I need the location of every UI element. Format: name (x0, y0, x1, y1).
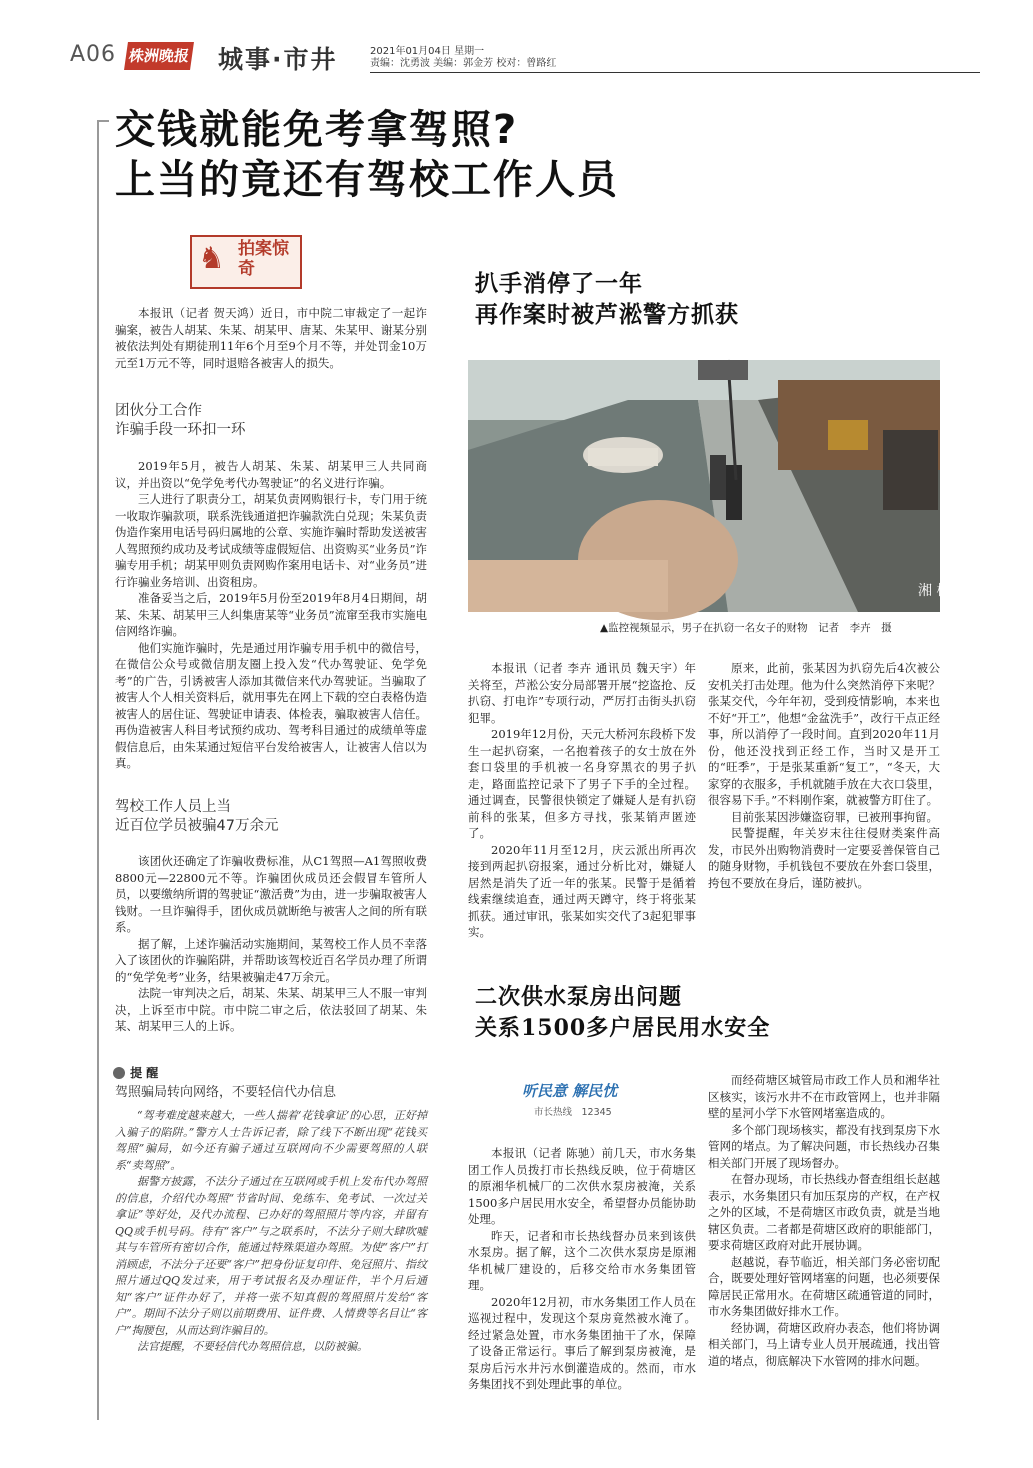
tip-dot-icon (113, 1067, 125, 1079)
hotline-logo-text: 听民意 解民忧 (522, 1082, 618, 1100)
subhead-2-line-1: 驾校工作人员上当 (115, 799, 231, 815)
article2-p4: 原来，此前，张某因为扒窃先后4次被公安机关打击处理。他为什么突然消停下来呢？张某交代，今年年初，受到疫情影响，本来也不好“开工”，他想“金盆洗手”，改行干点正经事，所以消停了一段时间。直到2020年11月份，他还没找到正经工作，当时又是开工的“旺季”，于是张某重新“复工”，“冬天，大家穿的衣服多，手机就随手放在大衣口袋里，很容易下手。”不料刚作案，就被警方盯住了。 (708, 661, 940, 807)
main-headline (115, 105, 755, 205)
tip-body (115, 1108, 427, 1356)
article2-p1: 本报讯（记者 李卉 通讯员 魏天宇）年关将至，芦淞公安分局部署开展“挖盗抢、反扒窃、打电诈”专项行动，严厉打击街头扒窃犯罪。 (468, 661, 696, 725)
tip-label (113, 1062, 173, 1078)
article1-lead (115, 305, 427, 371)
article2-headline-line-2: 再作案时被芦淞警方抓获 (475, 301, 739, 328)
article3-p8: 经协调，荷塘区政府办表态，他们将协调相关部门，马上请专业人员开展疏通，找出管道的堵点，彻底解决下水管网的排水问题。 (708, 1320, 940, 1368)
surveillance-photo (468, 360, 969, 612)
article3-p6: 在督办现场，市长热线办督查组组长赵越表示，水务集团只有加压泵房的产权，在产权之外的区域，不是荷塘区市政负责，就是当地辖区负责。二者都是荷塘区政府的职能部门，要求荷塘区政府对此开展协调。 (708, 1172, 940, 1252)
tip-p2: 据警方披露，不法分子通过在互联网或手机上发布代办驾照的信息，介绍代办驾照“节省时间、免练车、免考试、一次过关拿证”等好处，及代办流程、已办好的驾照照片等内容，并留有QQ或手机号码。待有“客户”与之联系时，不法分子则大肆吹嘘其与车管所有密切合作，能通过特殊渠道办驾照。为使“客户”打消顾虑，不法分子还要“客户”把身份证复印件、免冠照片、指纹照片通过QQ发过来，用于考试报名及办理证件，半个月后通知“客户”证件办好了，并将一张不知真假的驾照照片发给“客户”。期间不法分子则以前期费用、证件费、人情费等名目让“客户”掏腰包，从而达到诈骗目的。 (115, 1175, 427, 1337)
editors-text: 责编：沈勇波 美编：郭金芳 校对：曾路红 (370, 58, 557, 69)
article1-p4: 他们实施诈骗时，先是通过用诈骗专用手机中的微信号，在微信公众号或微信朋友圈上投入发“代办驾驶证、免学免考”的广告，引诱被害人添加其微信来代办驾驶证。当骗取了被害人个人相关资料后，就用事先在网上下载的空白表格伪造被害人的居住证、驾驶证申请表、体检表，骗取被害人信任。再伪造被害人科目考试预约成功、驾考科目通过的成绩单等虚假信息后，由朱某通过短信平台发给被害人，让被害人信以为真。 (115, 640, 427, 770)
masthead (70, 42, 970, 74)
subhead-1-line-2: 诈骗手段一环扣一环 (115, 422, 246, 438)
date-text: 2021年01月04日 星期一 (370, 46, 485, 57)
tip-p1: “驾考难度越来越大，一些人揣着‘花钱拿证’的心思，正好掉入骗子的陷阱。”警方人士告诉记者，除了线下不断出现“花钱买驾照”骗局，如今还有骗子通过互联网向不少需要驾照的人联系“卖驾照”。 (115, 1109, 427, 1172)
article1-body-1 (115, 458, 427, 772)
paper-logo: 株洲晚报 (124, 42, 194, 70)
photo-caption: ▲监控视频显示，男子在扒窃一名女子的财物 记者 李卉 摄 (600, 622, 892, 634)
headline-line-1: 交钱就能免考拿驾照? (115, 107, 519, 153)
hotline-number: 市长热线 12345 (534, 1107, 612, 1118)
subhead-2-line-2: 近百位学员被骗47万余元 (115, 818, 279, 834)
page-number: A06 (70, 42, 117, 67)
article1-p2: 三人进行了职责分工，胡某负责网购银行卡，专门用于统一收取诈骗款项，联系洗钱通道把诈骗款洗白兑现；朱某负责伪造作案用电话号码归属地的公章、实施诈骗时帮助发送被害人驾照预约成功及考试成绩等虚假短信、出资购买“业务员”诈骗专用手机；胡某甲则负责网购作案用电话卡、对“业务员”进行诈骗业务培训、出资租房。 (115, 492, 427, 589)
article3-p1: 本报讯（记者 陈驰）前几天，市水务集团工作人员拨打市长热线反映，位于荷塘区的原湘华机械厂的二次供水泵房被淹，关系1500多户居民用水安全，希望督办员能协助处理。 (468, 1146, 696, 1226)
article1-p7: 法院一审判决之后，胡某、朱某、胡某甲三人不服一审判决，上诉至市中院。市中院二审之后，依法驳回了胡某、朱某、胡某甲三人的上诉。 (115, 986, 427, 1033)
article2-headline-line-1: 扒手消停了一年 (475, 270, 643, 297)
article2-col-1 (468, 660, 696, 941)
frame-line-left (97, 120, 99, 1420)
article1-p5: 该团伙还确定了诈骗收费标准，从C1驾照—A1驾照收费8800元—22800元不等。诈骗团伙成员还会假冒车管所人员，以要缴纳所谓的驾驶证“激活费”为由，进一步骗取被害人钱财。一旦诈骗得手，团伙成员就断绝与被害人之间的所有联系。 (115, 854, 427, 934)
article3-p5: 多个部门现场核实，都没有找到泵房下水管网的堵点。为了解决问题，市长热线办召集相关部门开展了现场督办。 (708, 1122, 940, 1170)
article3-p2: 昨天，记者和市长热线督办员来到该供水泵房。据了解，这个二次供水泵房是原湘华机械厂建设的，后移交给市水务集团管理。 (468, 1228, 696, 1292)
hotline-logo (522, 1072, 682, 1130)
photo-watermark: 湘 株 芦 (918, 583, 969, 599)
article3-p4: 而经荷塘区城管局市政工作人员和湘华社区核实，该污水井不在市政管网上，也并非隔壁的星河小学下水管网堵塞造成的。 (708, 1073, 940, 1120)
case-badge (190, 235, 300, 287)
article3-headline (475, 982, 915, 1044)
article3-col-1 (468, 1145, 696, 1393)
article3-headline-line-2: 关系1500多户居民用水安全 (475, 1015, 771, 1041)
article1-p1: 2019年5月，被告人胡某、朱某、胡某甲三人共同商议，并出资以“免学免考代办驾驶证”的名义进行诈骗。 (115, 459, 427, 490)
badge-text: 拍案惊奇 (238, 239, 289, 279)
article2-headline (475, 268, 895, 330)
article2-p3: 2020年11月至12月，庆云派出所再次接到两起扒窃报案，通过分析比对，嫌疑人居然是消失了近一年的张某。民警于是循着线索继续追查，通过两天蹲守，终于将张某抓获。通过审讯，张某如实交代了3起犯罪事实。 (468, 842, 696, 939)
masthead-rule (370, 72, 980, 73)
tip-title: 驾照骗局转向网络，不要轻信代办信息 (115, 1085, 337, 1100)
horse-icon: ♞ (198, 241, 225, 276)
article1-lead-paragraph: 本报讯（记者 贺天鸿）近日，市中院二审裁定了一起诈骗案，被告人胡某、朱某、胡某甲、唐某、朱某甲、谢某分别被依法判处有期徒刑11年6个月至9个月不等，并处罚金10万元至1万元不等，同时退赔各被害人的损失。 (115, 306, 427, 370)
article3-col-2 (708, 1072, 940, 1369)
article1-p3: 准备妥当之后，2019年5月份至2019年8月4日期间，胡某、朱某、胡某甲三人纠集唐某等“业务员”流窜至我市实施电信网络诈骗。 (115, 591, 427, 638)
article3-p7: 赵越说，春节临近，相关部门务必密切配合，既要处理好管网堵塞的问题，也必须要保障居民正常用水。在荷塘区疏通管道的同时，市水务集团做好排水工作。 (708, 1254, 940, 1318)
tip-label-text: 提 醒 (130, 1066, 159, 1080)
article3-headline-line-1: 二次供水泵房出问题 (475, 984, 683, 1010)
article2-p5: 目前张某因涉嫌盗窃罪，已被刑事拘留。 (731, 809, 938, 824)
article3-p3: 2020年12月初，市水务集团工作人员在巡视过程中，发现这个泵房竟然被水淹了。经过紧急处置，市水务集团抽干了水，保障了设备正常运行。事后了解到泵房被淹，是泵房后污水井污水倒灌造成的。然而，市水务集团找不到处理此事的单位。 (468, 1294, 696, 1391)
dateline (370, 46, 556, 70)
article1-p6: 据了解，上述诈骗活动实施期间，某驾校工作人员不幸落入了该团伙的诈骗陷阱，并帮助该驾校近百名学员办理了所谓的“免学免考”业务，结果被骗走47万余元。 (115, 936, 427, 984)
article1-body-2 (115, 853, 427, 1035)
tip-p3: 法官提醒，不要轻信代办驾照信息，以防被骗。 (137, 1340, 368, 1353)
article2-col-2 (708, 660, 940, 891)
article2-p6: 民警提醒，年关岁末往往侵财类案件高发，市民外出购物消费时一定要妥善保管自己的随身财物，手机钱包不要放在外套口袋里，挎包不要放在身后，谨防被扒。 (708, 826, 940, 890)
article2-p2: 2019年12月份，天元大桥河东段桥下发生一起扒窃案，一名抱着孩子的女士放在外套口袋里的手机被一名身穿黑衣的男子扒走，路面监控记录下了男子下手的全过程。通过调查，民警很快锁定了嫌疑人是有扒窃前科的张某，但多方寻找，张某销声匿迹了。 (468, 727, 696, 840)
article1-subhead-2 (115, 798, 427, 836)
headline-line-2: 上当的竟还有驾校工作人员 (115, 157, 619, 203)
section-title: 城事·市井 (218, 45, 338, 74)
article1-subhead-1 (115, 402, 427, 440)
subhead-1-line-1: 团伙分工合作 (115, 403, 202, 419)
street-scene-image (468, 360, 969, 612)
